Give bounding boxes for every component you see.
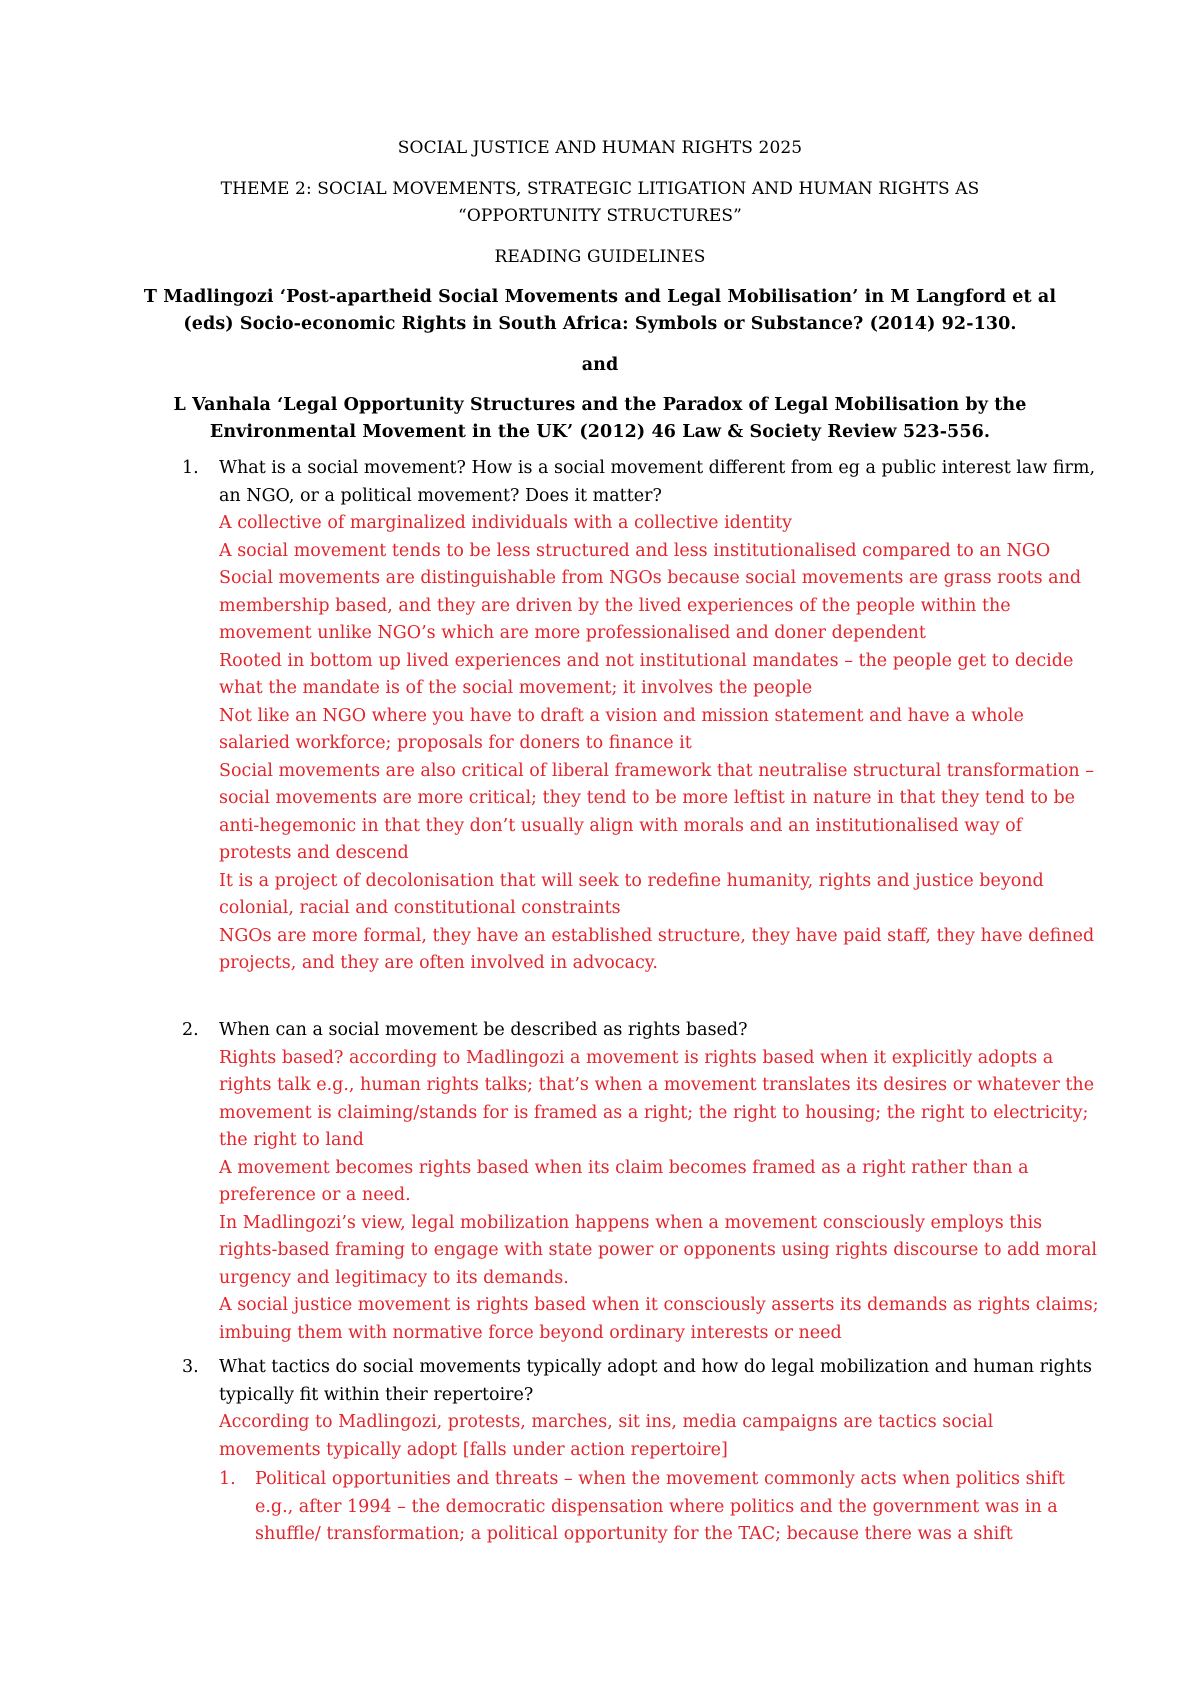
question-3-sub-item-1-text: Political opportunities and threats – when the movement commonly acts when politics shift e.g., after 1994 – the democratic dispensation where politics and the government was in a shuffle/ transformation; a political opportunity for the TAC; because there was a shift xyxy=(255,1469,1065,1544)
question-2-answer-4: A social justice movement is rights based when it consciously asserts its demands as rights claims; imbuing them with normative force beyond ordinary interests or need xyxy=(219,1295,1099,1343)
question-2-answer-3: In Madlingozi’s view, legal mobilization happens when a movement consciously employs this rights-based framing to engage with state power or opponents using rights discourse to add moral urgency and legitimacy to its demands. xyxy=(219,1212,1097,1288)
question-1-answer-4: Rooted in bottom up lived experiences and not institutional mandates – the people get to decide what the mandate is of the social movement; it involves the people xyxy=(219,650,1074,698)
question-number-3: 3. xyxy=(182,1357,199,1377)
question-2-answer-1: Rights based? according to Madlingozi a movement is rights based when it explicitly adopts a rights talk e.g., human rights talks; that’s when a movement translates its desires or whatever the movement is claiming/stands for is framed as a right; the right to housing; the right to electricity; the right to land xyxy=(219,1047,1095,1150)
question-1-answer-8: NGOs are more formal, they have an established structure, they have paid staff, they have defined projects, and they are often involved in advocacy. xyxy=(219,925,1095,973)
reading-reference-1-line-2: (eds) Socio-economic Rights in South Africa: Symbols or Substance? (2014) 92-130. xyxy=(183,314,1017,334)
question-3-sub-item-number-1: 1. xyxy=(219,1469,236,1489)
question-number-1: 1. xyxy=(182,458,199,478)
question-3-block xyxy=(219,1354,1099,1464)
reading-guidelines-heading: READING GUIDELINES xyxy=(494,247,706,267)
question-1-answer-1: A collective of marginalized individuals with a collective identity xyxy=(219,513,793,533)
question-1-block xyxy=(219,455,1099,978)
question-number-2: 2. xyxy=(182,1020,199,1040)
question-1-answer-6: Social movements are also critical of liberal framework that neutralise structural transformation – social movements are more critical; they tend to be more leftist in nature in that they tend to be anti-hegemonic in that they don’t usually align with morals and an institutionalised way of protests and descend xyxy=(219,760,1094,863)
reading-reference-1-line-1: T Madlingozi ‘Post-apartheid Social Movements and Legal Mobilisation’ in M Langford et al xyxy=(143,287,1057,307)
question-1-answer-5: Not like an NGO where you have to draft a vision and mission statement and have a whole salaried workforce; proposals for doners to finance it xyxy=(219,705,1024,753)
reading-reference-2-line-1: L Vanhala ‘Legal Opportunity Structures and the Paradox of Legal Mobilisation by the xyxy=(173,395,1027,415)
question-3-text: What tactics do social movements typically adopt and how do legal mobilization and human rights typically fit within their repertoire? xyxy=(219,1357,1093,1405)
question-2-answer-2: A movement becomes rights based when its claim becomes framed as a right rather than a preference or a need. xyxy=(219,1157,1029,1205)
question-1-text: What is a social movement? How is a social movement different from eg a public interest law firm, an NGO, or a political movement? Does it matter? xyxy=(219,458,1096,506)
theme-title-line-1: THEME 2: SOCIAL MOVEMENTS, STRATEGIC LITIGATION AND HUMAN RIGHTS AS xyxy=(220,179,980,199)
theme-title-line-2: “OPPORTUNITY STRUCTURES” xyxy=(458,206,742,226)
question-3-answer-1: According to Madlingozi, protests, marches, sit ins, media campaigns are tactics social movements typically adopt [falls under action repertoire] xyxy=(219,1412,994,1460)
question-2-block xyxy=(219,1017,1099,1347)
course-title: SOCIAL JUSTICE AND HUMAN RIGHTS 2025 xyxy=(397,138,803,158)
question-3-sub-item-1 xyxy=(255,1466,1105,1549)
reading-reference-2-line-2: Environmental Movement in the UK’ (2012) 46 Law & Society Review 523-556. xyxy=(209,422,991,442)
question-1-answer-7: It is a project of decolonisation that will seek to redefine humanity, rights and justice beyond colonial, racial and constitutional constraints xyxy=(219,870,1044,918)
reading-conjunction: and xyxy=(581,355,619,375)
question-1-answer-2: A social movement tends to be less structured and less institutionalised compared to an NGO xyxy=(219,540,1051,561)
question-2-text: When can a social movement be described as rights based? xyxy=(219,1020,748,1040)
question-1-answer-3: Social movements are distinguishable from NGOs because social movements are grass roots and membership based, and they are driven by the lived experiences of the people within the movement unlike NGO’s which are more professionalised and doner dependent xyxy=(219,568,1082,643)
